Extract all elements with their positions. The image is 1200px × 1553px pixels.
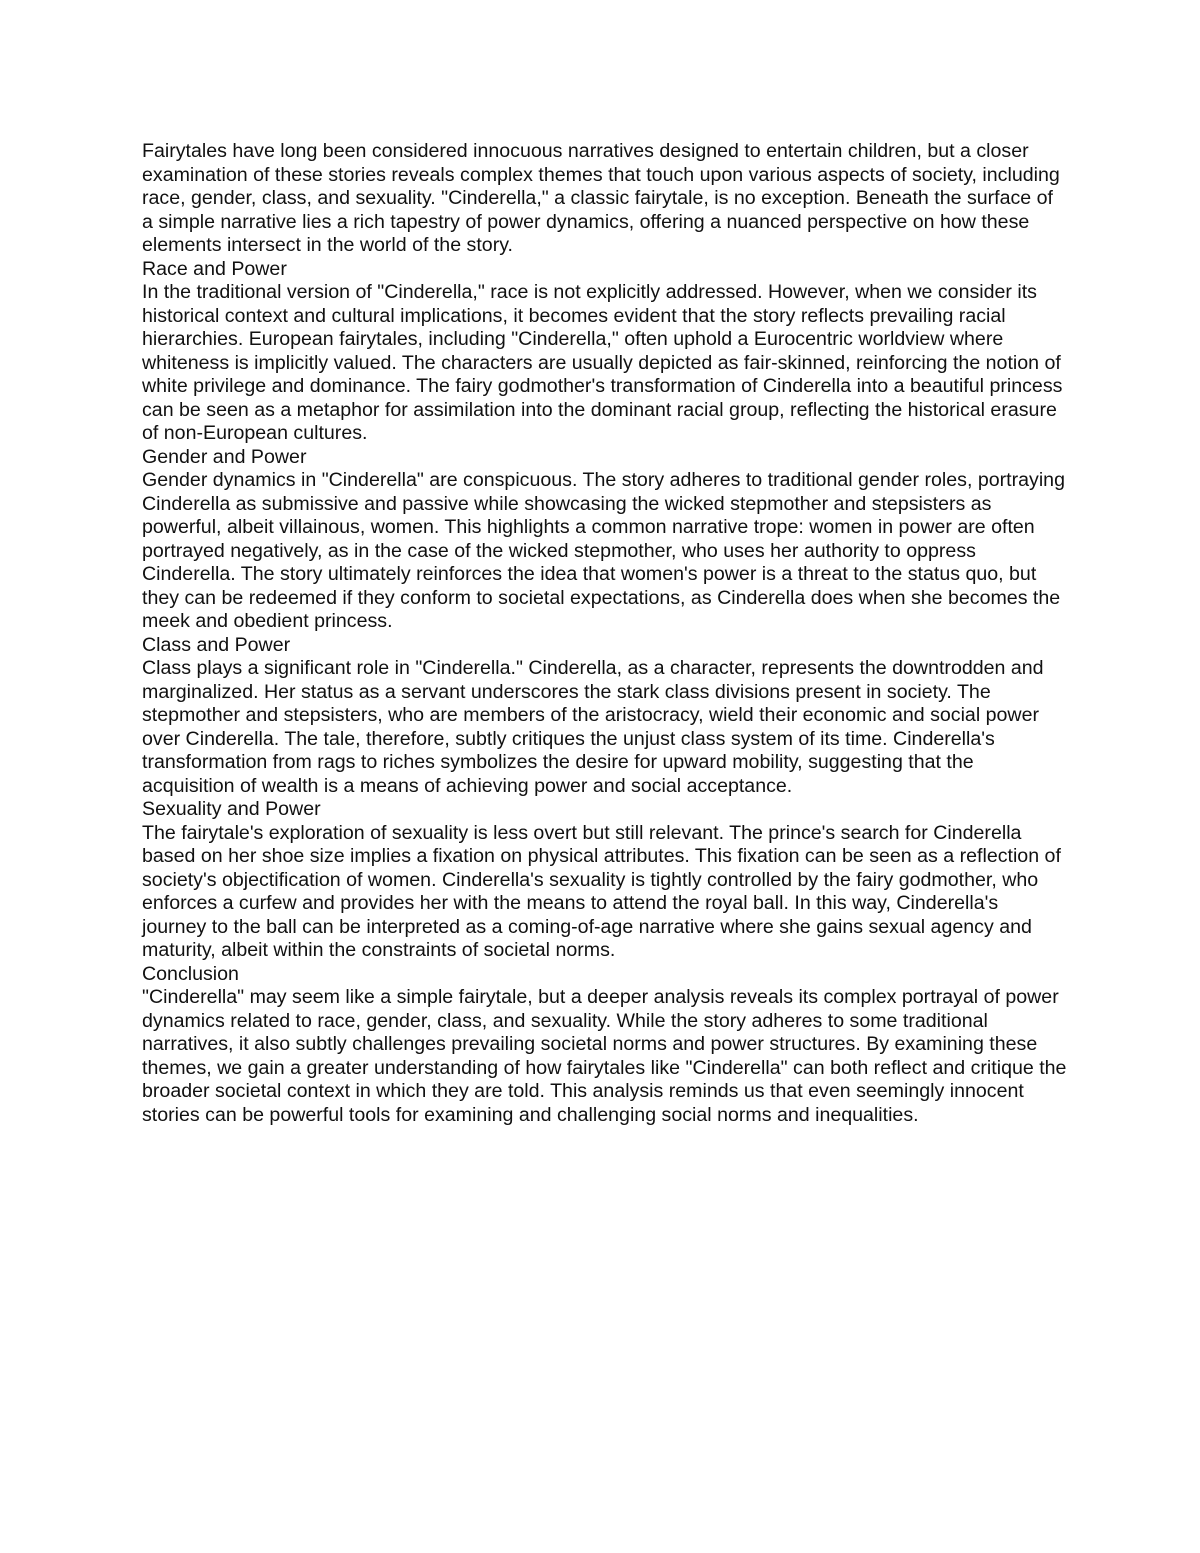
intro-paragraph: Fairytales have long been considered innocuous narratives designed to entertain children, but a closer examination of these stories reveals complex themes that touch upon various aspects of society, including race, gender, class, and sexuality. "Cinderella," a classic fairytale, is no exception. Beneath the surface of a simple narrative lies a rich tapestry of power dynamics, offering a nuanced perspective on how these elements intersect in the world of the story. (142, 140, 1060, 256)
section-body-race: In the traditional version of "Cinderella," race is not explicitly addressed. However, when we consider its historical context and cultural implications, it becomes evident that the story reflects prevailing racial hierarchies. European fairytales, including "Cinderella," often uphold a Eurocentric worldview where whiteness is implicitly valued. The characters are usually depicted as fair-skinned, reinforcing the notion of white privilege and dominance. The fairy godmother's transformation of Cinderella into a beautiful princess can be seen as a metaphor for assimilation into the dominant racial group, reflecting the historical erasure of non-European cultures. (142, 281, 1063, 444)
section-heading-class: Class and Power (142, 633, 291, 656)
section-heading-conclusion: Conclusion (142, 962, 239, 985)
section-body-sexuality: The fairytale's exploration of sexuality is less overt but still relevant. The prince's search for Cinderella based on her shoe size implies a fixation on physical attributes. This fixation can be seen as a reflection of society's objectification of women. Cinderella's sexuality is tightly controlled by the fairy godmother, who enforces a curfew and provides her with the means to attend the royal ball. In this way, Cinderella's journey to the ball can be interpreted as a coming-of-age narrative where she gains sexual agency and maturity, albeit within the constraints of societal norms. (142, 821, 1061, 961)
section-heading-sexuality: Sexuality and Power (142, 798, 321, 820)
section-gender (142, 446, 1067, 634)
section-body-class: Class plays a significant role in "Cinderella." Cinderella, as a character, represents the downtrodden and marginalized. Her status as a servant underscores the stark class divisions present in society. The stepmother and stepsisters, who are members of the aristocracy, wield their economic and social power over Cinderella. The tale, therefore, subtly critiques the unjust class system of its time. Cinderella's transformation from rags to riches symbolizes the desire for upward mobility, suggesting that the acquisition of wealth is a means of achieving power and social acceptance. (142, 657, 1044, 797)
section-body-gender: Gender dynamics in "Cinderella" are conspicuous. The story adheres to traditional gender roles, portraying Cinderella as submissive and passive while showcasing the wicked stepmother and stepsisters as powerful, albeit villainous, women. This highlights a common narrative trope: women in power are often portrayed negatively, as in the case of the wicked stepmother, who uses her authority to oppress Cinderella. The story ultimately reinforces the idea that women's power is a threat to the status quo, but they can be redeemed if they conform to societal expectations, as Cinderella does when she becomes the meek and obedient princess. (142, 469, 1065, 632)
document-page (142, 140, 1067, 1127)
section-conclusion (142, 963, 1067, 1128)
section-race (142, 258, 1067, 446)
section-sexuality (142, 798, 1067, 963)
section-body-conclusion: "Cinderella" may seem like a simple fairytale, but a deeper analysis reveals its complex portrayal of power dynamics related to race, gender, class, and sexuality. While the story adheres to some traditional narratives, it also subtly challenges prevailing societal norms and power structures. By examining these themes, we gain a greater understanding of how fairytales like "Cinderella" can both reflect and critique the broader societal context in which they are told. This analysis reminds us that even seemingly innocent stories can be powerful tools for examining and challenging social norms and inequalities. (142, 986, 1067, 1126)
section-class (142, 634, 1067, 799)
section-heading-race: Race and Power (142, 257, 287, 280)
section-heading-gender: Gender and Power (142, 445, 307, 468)
